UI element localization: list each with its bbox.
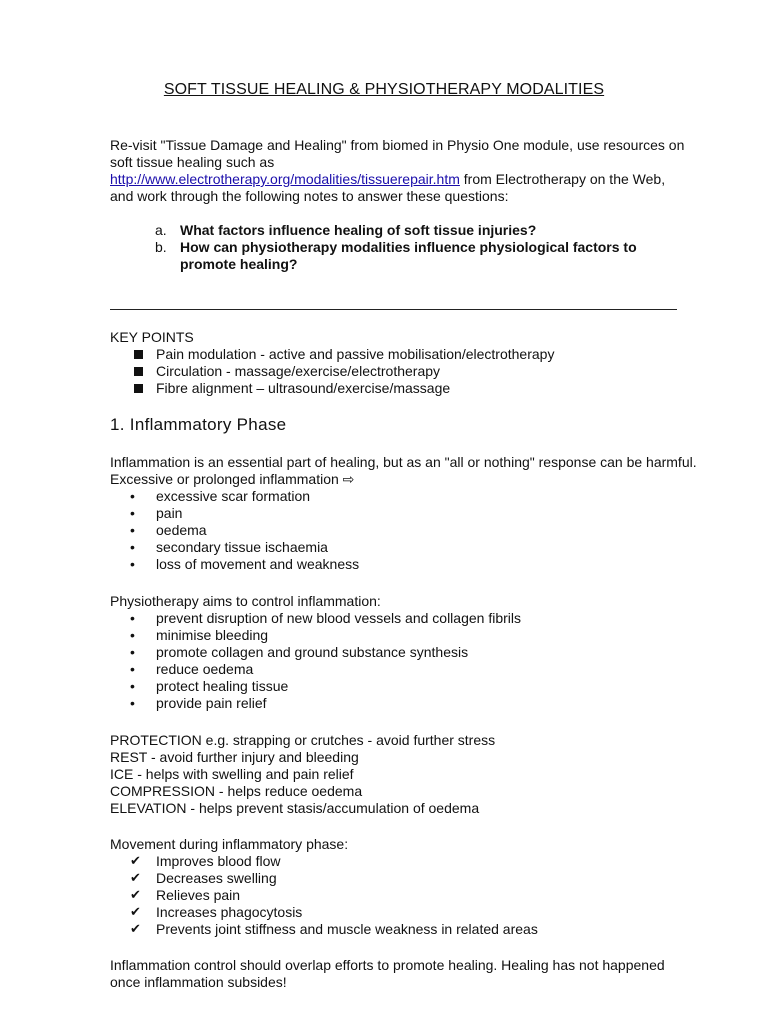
list-item	[110, 505, 710, 522]
list-item	[110, 887, 710, 904]
list-item-text: minimise bleeding	[156, 627, 269, 643]
movement-block	[110, 836, 710, 938]
list-item	[110, 904, 710, 921]
list-item-text: loss of movement and weakness	[156, 556, 360, 572]
intro-text-after: from Electrotherapy on the Web, and work through the following notes to answer these questions:	[110, 171, 666, 204]
square-bullet-icon	[134, 367, 143, 376]
price-line: REST - avoid further injury and bleeding	[110, 749, 359, 765]
question-list	[155, 222, 685, 273]
check-mark-icon: ✔	[130, 922, 141, 937]
list-item	[110, 380, 710, 397]
aims-intro: Physiotherapy aims to control inflammation:	[110, 593, 381, 609]
list-item	[110, 695, 710, 712]
key-points-heading: KEY POINTS	[110, 329, 194, 345]
list-item-text: oedema	[156, 522, 207, 538]
key-points-list	[110, 346, 710, 397]
list-item-text: Decreases swelling	[156, 870, 277, 886]
question-text: What factors influence healing of soft tissue injuries?	[180, 222, 537, 238]
list-item-text: Relieves pain	[156, 887, 241, 903]
key-points-section	[110, 329, 710, 397]
list-item-text: secondary tissue ischaemia	[156, 539, 328, 555]
list-item-text: reduce oedema	[156, 661, 254, 677]
list-item-text: Improves blood flow	[156, 853, 281, 869]
list-item	[110, 644, 710, 661]
question-text: How can physiotherapy modalities influence physiological factors to promote healing?	[180, 239, 637, 272]
intro-text-before: Re-visit "Tissue Damage and Healing" from biomed in Physio One module, use resources on soft tissue healing such as	[110, 137, 685, 170]
bullet-icon: •	[130, 539, 135, 555]
inflammation-intro: Inflammation is an essential part of healing, but as an "all or nothing" response can be harmful. Excessive or prolonged inflammation ⇨	[110, 454, 697, 487]
list-item	[110, 870, 710, 887]
movement-list	[110, 853, 710, 938]
list-item-text: prevent disruption of new blood vessels and collagen fibrils	[156, 610, 521, 626]
list-item	[110, 610, 710, 627]
list-item	[110, 488, 710, 505]
document-title: SOFT TISSUE HEALING & PHYSIOTHERAPY MODALITIES	[163, 81, 605, 98]
check-mark-icon: ✔	[130, 854, 141, 869]
list-item	[110, 522, 710, 539]
list-item	[110, 346, 710, 363]
bullet-icon: •	[130, 556, 135, 572]
question-item	[155, 239, 685, 273]
intro-paragraph	[110, 137, 690, 205]
horizontal-divider	[110, 309, 677, 310]
bullet-icon: •	[130, 661, 135, 677]
question-label: b.	[155, 239, 167, 255]
bullet-icon: •	[130, 678, 135, 694]
list-item-text: provide pain relief	[156, 695, 267, 711]
list-item	[110, 921, 710, 938]
check-mark-icon: ✔	[130, 888, 141, 903]
square-bullet-icon	[134, 384, 143, 393]
electrotherapy-link[interactable]: http://www.electrotherapy.org/modalities/tissuerepair.htm	[110, 171, 460, 187]
list-item-text: Fibre alignment – ultrasound/exercise/massage	[156, 380, 451, 396]
bullet-icon: •	[130, 644, 135, 660]
list-item	[110, 556, 710, 573]
price-block	[110, 732, 710, 817]
list-item	[110, 539, 710, 556]
list-item-text: pain	[156, 505, 183, 521]
price-line: PROTECTION e.g. strapping or crutches - avoid further stress	[110, 732, 496, 748]
list-item-text: Pain modulation - active and passive mobilisation/electrotherapy	[156, 346, 555, 362]
check-mark-icon: ✔	[130, 871, 141, 886]
list-item-text: Increases phagocytosis	[156, 904, 303, 920]
check-mark-icon: ✔	[130, 905, 141, 920]
list-item	[110, 661, 710, 678]
bullet-icon: •	[130, 627, 135, 643]
question-label: a.	[155, 222, 167, 238]
list-item-text: protect healing tissue	[156, 678, 289, 694]
price-line: ICE - helps with swelling and pain relief	[110, 766, 354, 782]
closing-paragraph: Inflammation control should overlap efforts to promote healing. Healing has not happened once inflammation subsides!	[110, 957, 665, 990]
price-line: ELEVATION - helps prevent stasis/accumulation of oedema	[110, 800, 480, 816]
list-item	[110, 853, 710, 870]
list-item	[110, 678, 710, 695]
aims-list	[110, 610, 710, 712]
bullet-icon: •	[130, 522, 135, 538]
list-item-text: promote collagen and ground substance synthesis	[156, 644, 469, 660]
harm-list	[110, 488, 710, 573]
aims-block	[110, 593, 710, 712]
bullet-icon: •	[130, 505, 135, 521]
list-item	[110, 627, 710, 644]
bullet-icon: •	[130, 488, 135, 504]
list-item-text: Circulation - massage/exercise/electrotherapy	[156, 363, 441, 379]
list-item-text: excessive scar formation	[156, 488, 311, 504]
price-line: COMPRESSION - helps reduce oedema	[110, 783, 363, 799]
question-item	[155, 222, 685, 239]
inflammation-intro-block	[110, 454, 710, 573]
list-item	[110, 363, 710, 380]
bullet-icon: •	[130, 610, 135, 626]
list-item-text: Prevents joint stiffness and muscle weakness in related areas	[156, 921, 538, 937]
section-heading: 1. Inflammatory Phase	[110, 415, 287, 434]
bullet-icon: •	[130, 695, 135, 711]
movement-intro: Movement during inflammatory phase:	[110, 836, 349, 852]
square-bullet-icon	[134, 350, 143, 359]
